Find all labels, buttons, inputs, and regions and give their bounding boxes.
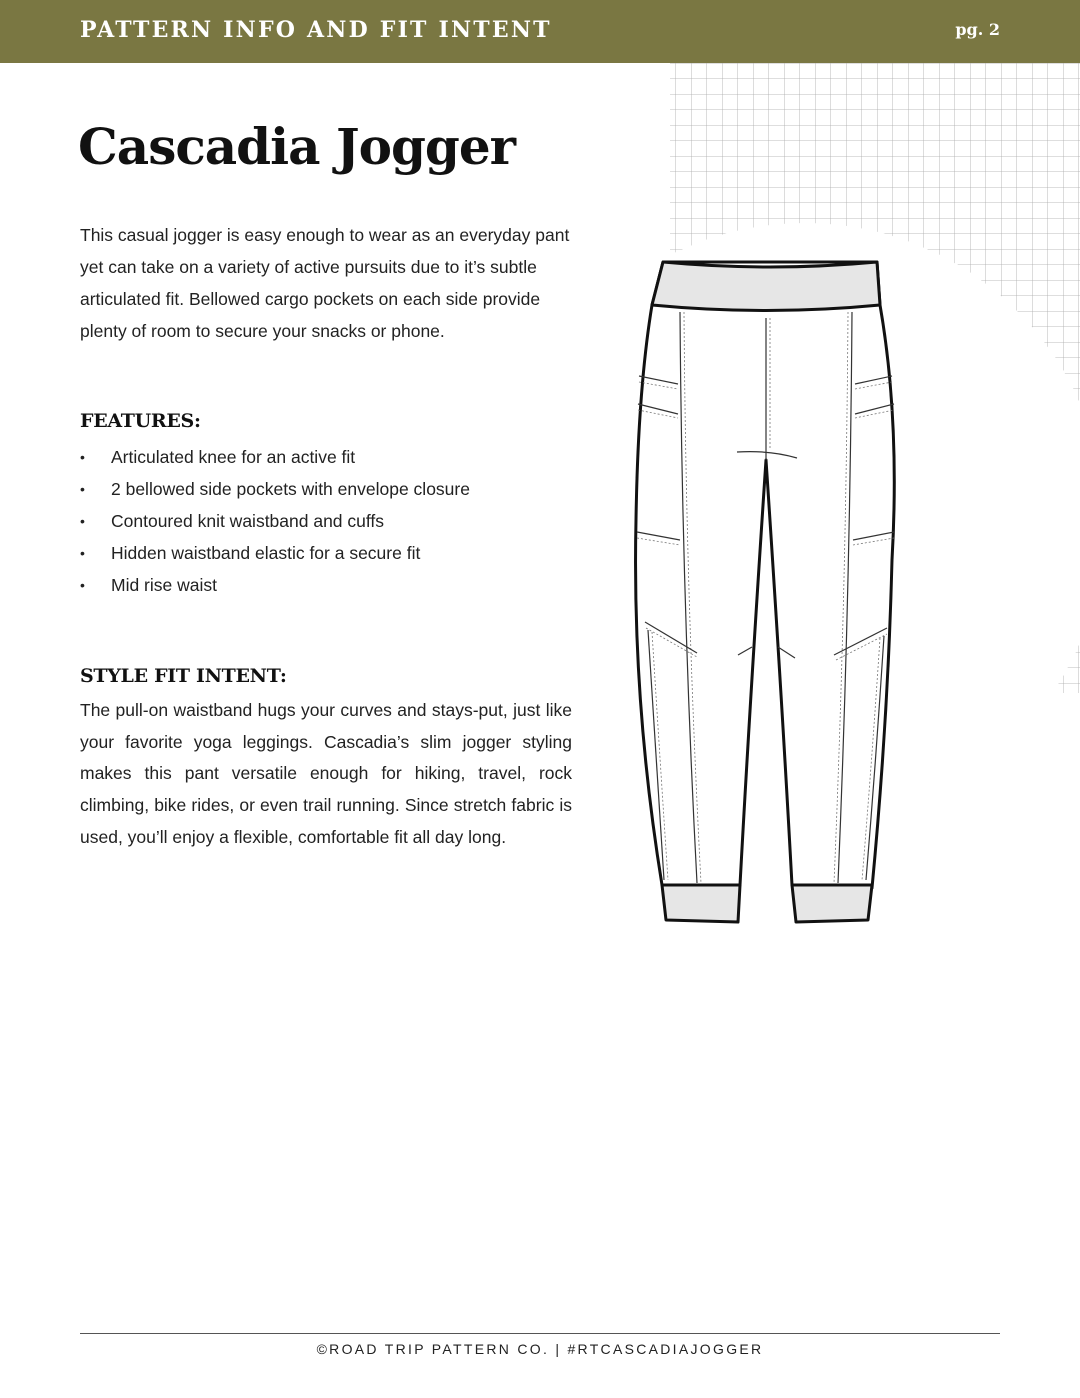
feature-text: Mid rise waist [111,575,217,595]
bullet-icon: • [80,513,85,529]
bullet-icon: • [80,545,85,561]
bullet-icon: • [80,577,85,593]
feature-item [80,537,580,569]
intro-paragraph: This casual jogger is easy enough to wear as an everyday pant yet can take on a variety of active pursuits due to it’s subtle articulated fit. Bellowed cargo pockets on each side provide plenty of room to secure your snacks or phone. [80,225,570,341]
bullet-icon: • [80,481,85,497]
header-title: PATTERN INFO AND FIT INTENT [80,17,552,43]
page-number: pg. 2 [955,20,1000,39]
fit-intent-paragraph: The pull-on waistband hugs your curves and stays-put, just like your favorite yoga leggings. Cascadia’s slim jogger styling makes this pant versatile enough for hiking, travel, rock climbing, bike rides, or even trail running. Since stretch fabric is used, you’ll enjoy a flexible, comfortable fit all day long. [80,700,572,847]
feature-text: 2 bellowed side pockets with envelope closure [111,479,470,499]
features-heading: FEATURES: [80,410,201,432]
feature-text: Contoured knit waistband and cuffs [111,511,385,531]
feature-item [80,569,580,601]
jogger-pants-icon [620,250,910,930]
feature-text: Hidden waistband elastic for a secure fit [111,543,421,563]
header-bar [0,0,1080,63]
feature-text: Articulated knee for an active fit [111,447,356,467]
footer-text: ©ROAD TRIP PATTERN CO. | #RTCASCADIAJOGGER [316,1341,764,1357]
fit-intent-heading: STYLE FIT INTENT: [80,665,287,687]
feature-item [80,505,580,537]
feature-item [80,473,580,505]
bullet-icon: • [80,449,85,465]
page-title: Cascadia Jogger [78,117,516,176]
features-list [80,441,580,601]
footer-divider [80,1333,1000,1334]
feature-item [80,441,580,473]
